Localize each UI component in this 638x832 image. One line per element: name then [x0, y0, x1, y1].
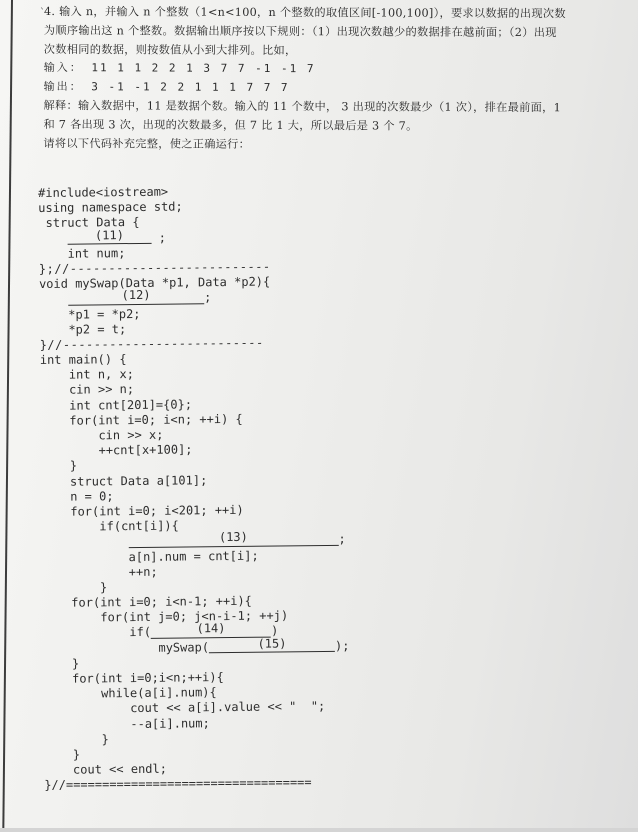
- problem-line: 次数相同的数据，则按数值从小到大排列。比如，: [43, 42, 297, 57]
- code-line-blank-15: [43, 638, 350, 656]
- code-line: cout << a[i].value << " ";: [43, 699, 326, 717]
- code-fragment: ;: [151, 230, 166, 245]
- code-line: *p2 = t;: [39, 321, 127, 337]
- explanation-line: 解释：输入数据中，11 是数据个数。输入的 11 个数中， 3 出现的次数最少（1 次），排在最前面，1: [43, 98, 562, 115]
- code-fragment: mySwap(: [42, 639, 210, 656]
- instruction-line: 请将以下代码补充完整，使之正确运行：: [43, 136, 251, 151]
- code-fragment: if(: [42, 625, 152, 641]
- fill-blank-12[interactable]: (12): [68, 288, 204, 306]
- fill-blank-15[interactable]: (15): [209, 636, 335, 654]
- code-fragment: ;: [338, 532, 346, 547]
- code-separator: }//--------------------------: [39, 335, 264, 352]
- code-line: struct Data {: [38, 215, 140, 231]
- fill-blank-13[interactable]: (13): [128, 529, 338, 547]
- code-line: cout << endl;: [44, 761, 168, 778]
- code-fragment: ): [270, 623, 279, 639]
- code-line: }: [42, 580, 108, 595]
- problem-line: 为顺序输出这 n 个整数。数据输出顺序按以下规则：（1）出现次数越少的数据排在越前面；（2）出现: [43, 23, 557, 40]
- code-separator: }//==================================: [44, 775, 312, 793]
- code-line: ++cnt[x+100];: [40, 442, 193, 459]
- code-separator: };//--------------------------: [38, 259, 271, 276]
- code-line: int main() {: [39, 352, 127, 368]
- code-line: n = 0;: [41, 488, 114, 504]
- code-line: #include<iostream>: [38, 184, 169, 200]
- example-input-line: 输入： 11 1 1 2 2 1 3 7 7 -1 -1 7: [43, 61, 316, 76]
- code-line: for(int j=0; j<n-i-1; ++j): [42, 608, 289, 626]
- code-line: void mySwap(Data *p1, Data *p2){: [38, 274, 271, 292]
- code-line: ++n;: [41, 564, 158, 580]
- code-line: *p1 = *p2;: [39, 306, 141, 322]
- code-line: using namespace std;: [38, 199, 183, 216]
- code-line: }: [42, 656, 80, 671]
- code-line: }: [43, 747, 81, 762]
- code-line: cin >> x;: [40, 427, 164, 443]
- code-line: int num;: [38, 245, 126, 261]
- code-line: int n, x;: [39, 367, 134, 383]
- code-line: --a[i].num;: [43, 715, 210, 732]
- fill-blank-11[interactable]: (11): [67, 227, 151, 244]
- code-line: }: [40, 458, 78, 474]
- code-line: if(cnt[i]){: [41, 518, 179, 535]
- page-edge-line: [2, 0, 12, 832]
- code-line: a[n].num = cnt[i];: [41, 548, 259, 565]
- page-bottom-edge: [0, 828, 638, 832]
- code-line-blank-13: [42, 532, 349, 550]
- code-line: for(int i=0; i<n-1; ++i){: [42, 593, 252, 611]
- explanation-line: 和 7 各出现 3 次，出现的次数最多，但 7 比 1 大，所以最后是 3 个 7。: [43, 117, 418, 133]
- code-listing: [38, 183, 351, 794]
- code-line: for(int i=0; i<201; ++i): [41, 502, 244, 519]
- example-output-line: 输出： 3 -1 -1 2 2 1 1 1 7 7 7: [43, 80, 290, 95]
- code-line: }: [43, 732, 109, 747]
- code-fragment: );: [334, 638, 350, 653]
- code-line: struct Data a[101];: [41, 472, 208, 489]
- stray-pen-mark: `: [40, 8, 45, 19]
- code-line: for(int i=0;i<n;++i){: [43, 670, 224, 686]
- code-fragment: ;: [204, 290, 212, 305]
- code-line: int cnt[201]={0};: [40, 397, 193, 413]
- code-line: cin >> n;: [40, 382, 135, 398]
- code-line: while(a[i].num){: [43, 685, 217, 702]
- problem-line: 4. 输入 n，并输入 n 个整数（1<n<100，n 个整数的取值区间[-100,100]），要求以数据的出现次数: [43, 4, 566, 21]
- fill-blank-14[interactable]: (14): [151, 621, 271, 638]
- code-line: for(int i=0; i<n; ++i) {: [40, 411, 243, 428]
- problem-statement: [43, 3, 634, 156]
